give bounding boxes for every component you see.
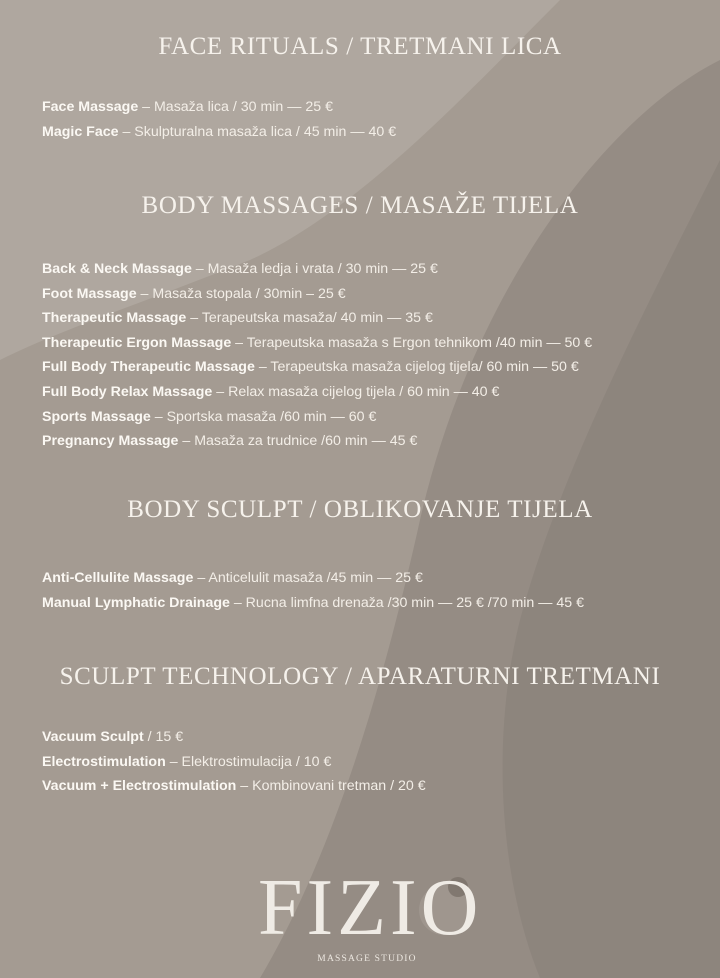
section-title-face-rituals: FACE RITUALS / TRETMANI LICA bbox=[158, 33, 562, 60]
list-item: Manual Lymphatic Drainage – Rucna limfna drenaža /30 min — 25 € /70 min — 45 € bbox=[42, 594, 584, 611]
list-item: Vacuum + Electrostimulation – Kombinovani tretman / 20 € bbox=[42, 778, 426, 795]
list-item: Pregnancy Massage – Masaža za trudnice /60 min — 45 € bbox=[42, 433, 418, 450]
logo-tagline: MASSAGE STUDIO bbox=[317, 954, 417, 964]
section-title-sculpt-technology: SCULPT TECHNOLOGY / APARATURNI TRETMANI bbox=[59, 663, 661, 690]
list-item: Magic Face – Skulpturalna masaža lica / 45 min — 40 € bbox=[42, 123, 397, 140]
list-item: Full Body Relax Massage – Relax masaža cijelog tijela / 60 min — 40 € bbox=[42, 383, 500, 400]
list-item: Therapeutic Massage – Terapeutska masaža/ 40 min — 35 € bbox=[42, 310, 433, 327]
list-item: Back & Neck Massage – Masaža ledja i vrata / 30 min — 25 € bbox=[42, 261, 438, 277]
list-item: Full Body Therapeutic Massage – Terapeutska masaža cijelog tijela/ 60 min — 50 € bbox=[42, 359, 579, 376]
list-item: Electrostimulation – Elektrostimulacija / 10 € bbox=[42, 753, 332, 770]
sculpt-technology-list bbox=[42, 725, 702, 799]
list-item: Sports Massage – Sportska masaža /60 min — 60 € bbox=[42, 408, 377, 425]
section-title-body-sculpt: BODY SCULPT / OBLIKOVANJE TIJELA bbox=[127, 496, 593, 523]
list-item: Foot Massage – Masaža stopala / 30min – 25 € bbox=[42, 285, 346, 302]
list-item: Therapeutic Ergon Massage – Terapeutska masaža s Ergon tehnikom /40 min — 50 € bbox=[42, 334, 593, 351]
face-rituals-list bbox=[42, 95, 702, 144]
list-item: Anti-Cellulite Massage – Anticelulit masaža /45 min — 25 € bbox=[42, 570, 423, 586]
section-title-body-massages: BODY MASSAGES / MASAŽE TIJELA bbox=[141, 192, 579, 219]
list-item: Face Massage – Masaža lica / 30 min — 25 € bbox=[42, 99, 333, 115]
logo-wordmark: FIZIO bbox=[258, 864, 483, 952]
list-item: Vacuum Sculpt / 15 € bbox=[42, 729, 184, 745]
body-sculpt-list bbox=[42, 566, 702, 615]
fizio-logo bbox=[240, 864, 483, 978]
body-massages-list bbox=[42, 257, 702, 454]
